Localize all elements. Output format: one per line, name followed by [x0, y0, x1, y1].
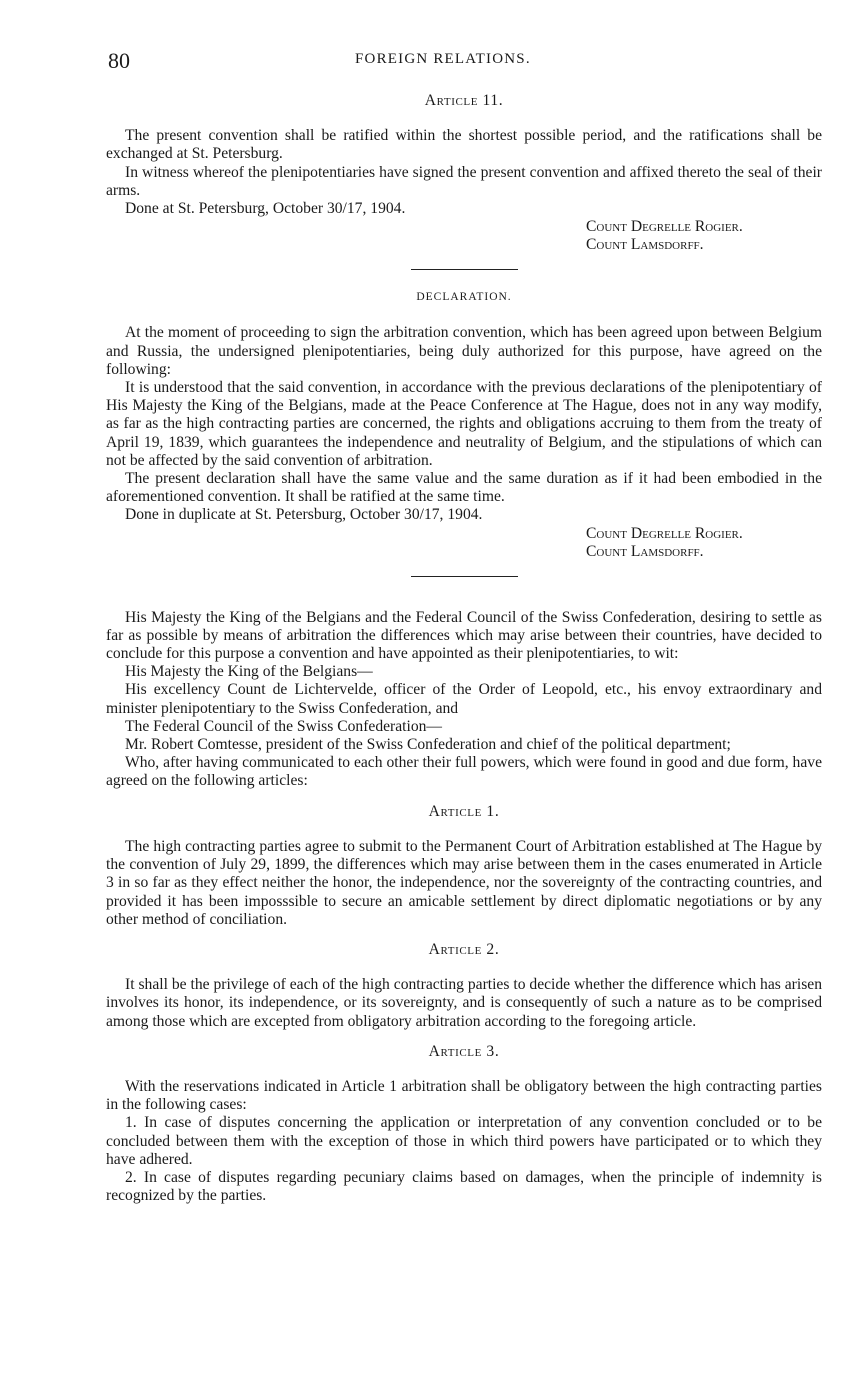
- preamble-paragraph: His Majesty the King of the Belgians and the Federal Council of the Swiss Confederation, desiring to settle as far as possible by means of arbitration the differences which may arise between their countries, have decided to conclude for this purpose a convention and have appointed as their plenipotentiaries, to wit:: [106, 608, 822, 663]
- signature-lamsdorff: Count Lamsdorff.: [586, 236, 704, 254]
- preamble-paragraph: His excellency Count de Lichtervelde, officer of the Order of Leopold, etc., his envoy extraordinary and minister plenipotentiary to the Swiss Confederation, and: [106, 681, 822, 717]
- preamble-paragraph: His Majesty the King of the Belgians—: [125, 663, 373, 681]
- article-1-text: The high contracting parties agree to submit to the Permanent Court of Arbitration established at The Hague by the convention of July 29, 1899, the differences which may arise between them in the cases enumerated in Article 3 in so far as they effect neither the honor, the independence, nor the sovereignty of the contracting countries, and provided it has been imposssible to secure an amicable settlement by direct diplomatic negotiations or by any other method of conciliation.: [106, 837, 822, 928]
- running-title: FOREIGN RELATIONS.: [355, 51, 531, 67]
- article-11-paragraph-3: Done at St. Petersburg, October 30/17, 1904.: [125, 200, 406, 218]
- declaration-paragraph-1: At the moment of proceeding to sign the arbitration convention, which has been agreed upon between Belgium and Russia, the undersigned plenipotentiaries, being duly authorized for this purpose, have agreed on the following:: [106, 324, 822, 378]
- declaration-heading: DECLARATION.: [416, 291, 512, 304]
- article-3-heading: Article 3.: [428, 1042, 500, 1060]
- document-body: [106, 92, 822, 1205]
- section-divider: [411, 269, 518, 270]
- declaration-paragraph-2: It is understood that the said convention, in accordance with the previous declarations of the plenipotentiary of His Majesty the King of the Belgians, made at the Peace Conference at The Hague, does not in any way modify, as far as the high contracting parties are concerned, the rights and obligations accruing to them from the treaty of April 19, 1839, which guarantees the independence and neutrality of Belgium, and the stipulations of which can not be affected by the said convention of arbitration.: [106, 379, 822, 469]
- declaration-paragraph-3: The present declaration shall have the same value and the same duration as if it had been embodied in the aforementioned convention. It shall be ratified at the same time.: [106, 470, 822, 506]
- article-3-paragraph-3: 2. In case of disputes regarding pecuniary claims based on damages, when the principle of indemnity is recognized by the parties.: [106, 1168, 822, 1205]
- signature-rogier: Count Degrelle Rogier.: [586, 218, 743, 236]
- declaration-paragraph-4: Done in duplicate at St. Petersburg, October 30/17, 1904.: [125, 506, 483, 524]
- preamble-paragraph: Mr. Robert Comtesse, president of the Swiss Confederation and chief of the political department;: [125, 736, 731, 754]
- article-3-paragraph-1: With the reservations indicated in Article 1 arbitration shall be obligatory between the high contracting parties in the following cases:: [106, 1077, 822, 1114]
- article-1-heading: Article 1.: [428, 802, 500, 820]
- preamble-paragraph: The Federal Council of the Swiss Confederation—: [125, 717, 443, 735]
- page-number: 80: [108, 48, 130, 73]
- article-11-paragraph-1: The present convention shall be ratified within the shortest possible period, and the ratifications shall be exchanged at St. Petersburg.: [106, 127, 822, 163]
- article-2-heading: Article 2.: [428, 940, 500, 958]
- declaration-signature-rogier: Count Degrelle Rogier.: [586, 524, 743, 542]
- article-11-paragraph-2: In witness whereof the plenipotentiaries have signed the present convention and affixed thereto the seal of their arms.: [106, 163, 822, 199]
- declaration-signature-lamsdorff: Count Lamsdorff.: [586, 542, 704, 560]
- article-2-text: It shall be the privilege of each of the high contracting parties to decide whether the difference which has arisen involves its honor, its independence, or its sovereignty, and is consequently of such a nature as to be comprised among those which are excepted from obligatory arbitration according to the foregoing article.: [106, 976, 822, 1030]
- article-3-paragraph-2: 1. In case of disputes concerning the application or interpretation of any convention concluded or to be concluded between them with the exception of those in which third powers have participated or to which they have adhered.: [106, 1114, 822, 1168]
- article-11-heading: Article 11.: [424, 92, 504, 109]
- preamble-paragraph: Who, after having communicated to each other their full powers, which were found in good and due form, have agreed on the following articles:: [106, 754, 822, 790]
